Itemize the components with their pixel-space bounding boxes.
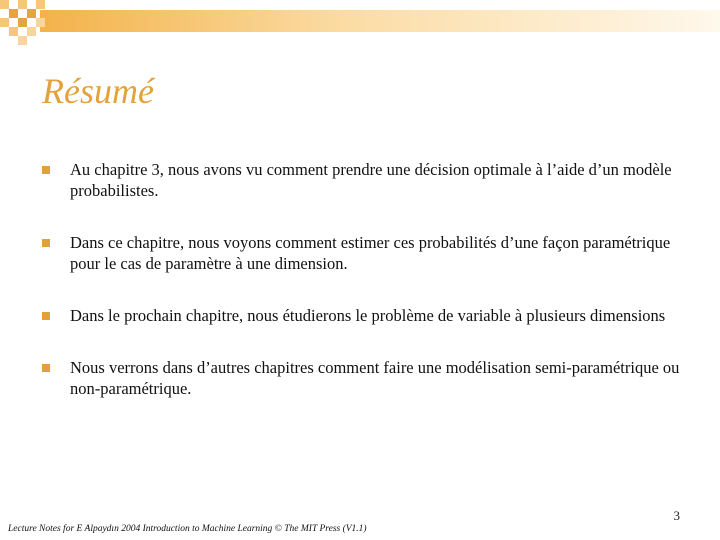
footer-credit: Lecture Notes for E Alpaydın 2004 Introduction to Machine Learning © The MIT Press (V1.1)	[8, 524, 367, 534]
bullet-text: Dans le prochain chapitre, nous étudierons le problème de variable à plusieurs dimensions	[70, 306, 666, 325]
page-number: 3	[673, 508, 680, 523]
square-bullet-icon	[42, 364, 50, 372]
bullet-text: Nous verrons dans d’autres chapitres comment faire une modélisation semi-paramétrique ou non-paramétrique.	[70, 358, 680, 398]
bullet-text: Dans ce chapitre, nous voyons comment estimer ces probabilités d’une façon paramétrique pour le cas de paramètre à une dimension.	[70, 233, 671, 273]
bullet-text: Au chapitre 3, nous avons vu comment prendre une décision optimale à l’aide d’un modèle probabilistes.	[70, 160, 672, 200]
bullet-item	[40, 357, 700, 399]
square-bullet-icon	[42, 312, 50, 320]
square-bullet-icon	[42, 239, 50, 247]
bullet-item	[40, 159, 700, 201]
bullet-item	[40, 232, 700, 274]
header-decoration	[0, 0, 720, 48]
bullet-item	[40, 305, 700, 326]
corner-squares-icon	[0, 0, 45, 45]
slide-title: Résumé	[42, 71, 154, 111]
bullet-list	[40, 159, 700, 430]
square-bullet-icon	[42, 166, 50, 174]
